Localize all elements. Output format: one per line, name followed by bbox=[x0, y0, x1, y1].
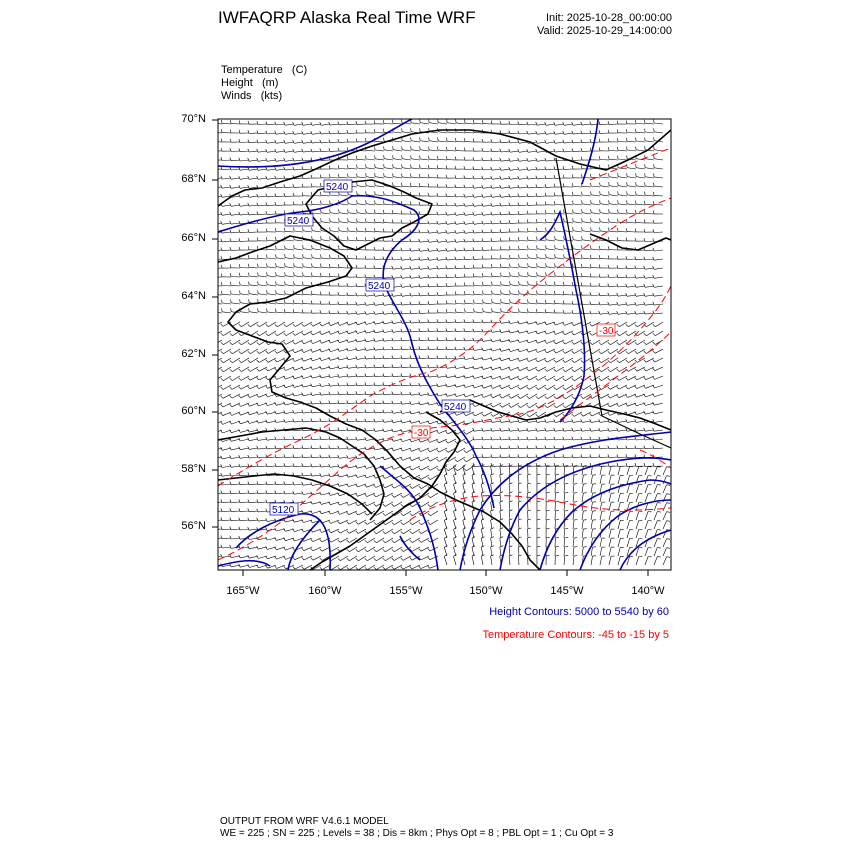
temperature-contours bbox=[218, 148, 671, 560]
lon-label-140: 140°W bbox=[631, 585, 665, 597]
legend-winds: Winds (kts) bbox=[221, 90, 283, 102]
height-label-4: 5240 bbox=[444, 402, 467, 413]
lon-label-160: 160°W bbox=[308, 585, 342, 597]
init-time: Init: 2025-10-28_00:00:00 bbox=[546, 12, 672, 24]
lon-label-155: 155°W bbox=[389, 585, 423, 597]
legend-temperature: Temperature (C) bbox=[221, 64, 308, 76]
model-footer bbox=[220, 816, 613, 840]
temperature-contour-info: Temperature Contours: -45 to -15 by 5 bbox=[482, 629, 669, 641]
lat-label-68: 68°N bbox=[181, 173, 206, 185]
lon-label-150: 150°W bbox=[469, 585, 503, 597]
lat-label-56: 56°N bbox=[181, 520, 206, 532]
lat-label-70: 70°N bbox=[181, 113, 206, 125]
lon-label-165: 165°W bbox=[226, 585, 260, 597]
lon-label-145: 145°W bbox=[550, 585, 584, 597]
height-label-5: 5120 bbox=[272, 505, 295, 516]
valid-time: Valid: 2025-10-29_14:00:00 bbox=[537, 25, 672, 37]
height-label-2: 5240 bbox=[287, 216, 310, 227]
map-title: IWFAQRP Alaska Real Time WRF bbox=[218, 8, 476, 27]
height-label-3: 5240 bbox=[368, 281, 391, 292]
lat-label-58: 58°N bbox=[181, 463, 206, 475]
lat-label-64: 64°N bbox=[181, 290, 206, 302]
footer-line-1: OUTPUT FROM WRF V4.6.1 MODEL bbox=[220, 816, 389, 827]
height-contour-labels bbox=[270, 180, 470, 516]
lat-label-60: 60°N bbox=[181, 405, 206, 417]
lat-ticks bbox=[212, 120, 218, 527]
temp-label-1: -30 bbox=[414, 428, 429, 439]
lat-label-66: 66°N bbox=[181, 232, 206, 244]
lat-label-62: 62°N bbox=[181, 348, 206, 360]
height-contour-info: Height Contours: 5000 to 5540 by 60 bbox=[489, 606, 669, 618]
legend-height: Height (m) bbox=[221, 77, 279, 89]
lon-ticks bbox=[243, 570, 648, 576]
temp-label-2: -30 bbox=[599, 326, 614, 337]
footer-line-2: WE = 225 ; SN = 225 ; Levels = 38 ; Dis = 8km ; Phys Opt = 8 ; PBL Opt = 1 ; Cu Opt = 3 bbox=[220, 828, 614, 839]
height-label-1: 5240 bbox=[326, 182, 349, 193]
